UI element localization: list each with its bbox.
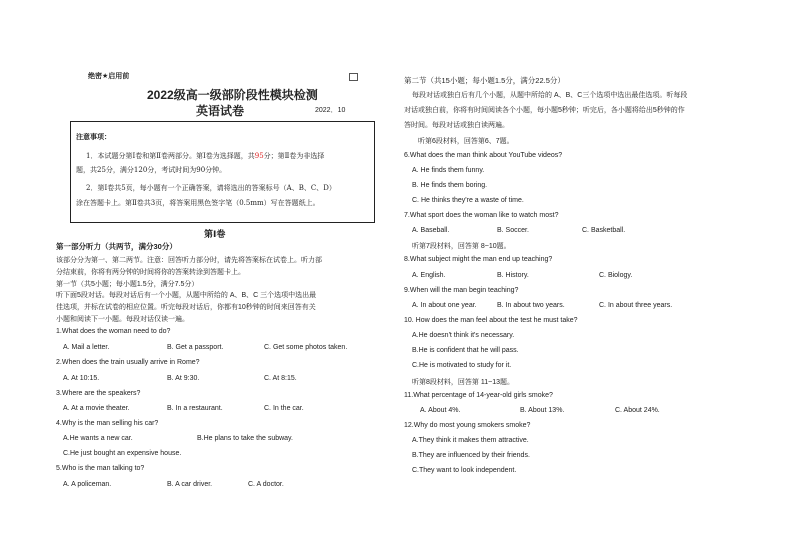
notice-item-2: 2．第Ⅰ卷共5页，每小题有一个正确答案，请将选出的答案标号（A、B、C、D） (86, 184, 336, 192)
q11-option-c: C. About 24%. (615, 407, 660, 414)
q10-option-c: C.He is motivated to study for it. (412, 362, 512, 369)
q7-option-b: B. Soccer. (497, 227, 529, 234)
volume-heading: 第Ⅰ卷 (204, 229, 226, 239)
q12-option-a: A.They think it makes them attractive. (412, 437, 529, 444)
q10-option-b: B.He is confident that he will pass. (412, 347, 519, 354)
q8-option-a: A. English. (412, 272, 446, 279)
part1-intro-2: 分结束前，你将有两分钟的时间将你的答案转涂到答题卡上。 (56, 269, 245, 276)
notice-heading: 注意事项： (76, 134, 111, 141)
q7-option-c: C. Basketball. (582, 227, 626, 234)
q1-option-c: C. Get some photos taken. (264, 344, 348, 351)
question-2: 2.When does the train usually arrive in Rome? (56, 359, 200, 366)
question-12: 12.Why do most young smokers smoke? (404, 422, 531, 429)
q2-option-b: B. At 9:30. (167, 375, 200, 382)
exam-title: 2022级高一级部阶段性模块检测 (147, 88, 318, 102)
exam-subtitle: 英语试卷 (196, 104, 245, 118)
section2-dir-1: 每段对话或独白后有几个小题，从题中所给的 A、B、C三个选项中选出最佳选项。听每段 (412, 92, 688, 99)
material-8-label: 听第8段材料，回答第 11~13题。 (412, 379, 514, 386)
q12-option-c: C.They want to look independent. (412, 467, 517, 474)
q5-option-a: A. A policeman. (63, 481, 112, 488)
q1-option-b: B. Get a passport. (167, 344, 224, 351)
question-5: 5.Who is the man talking to? (56, 465, 145, 472)
material-6-label: 听第6段材料，回答第6、7题。 (418, 138, 514, 145)
q6-option-b: B. He finds them boring. (412, 182, 488, 189)
q11-option-b: B. About 13%. (520, 407, 565, 414)
q1-option-a: A. Mail a letter. (63, 344, 110, 351)
section2-heading: 第二节（共15小题；每小题1.5分，满分22.5分） (404, 76, 565, 85)
secret-label: 绝密★启用前 (88, 73, 130, 80)
q6-option-c: C. He thinks they're a waste of time. (412, 197, 524, 204)
q8-option-c: C. Biology. (599, 272, 633, 279)
question-10: 10. How does the man feel about the test he must take? (404, 317, 578, 324)
question-3: 3.Where are the speakers? (56, 390, 141, 397)
q4-option-a: A.He wants a new car. (63, 435, 133, 442)
q9-option-a: A. In about one year. (412, 302, 477, 309)
q4-option-c: C.He just bought an expensive house. (63, 450, 182, 457)
q3-option-b: B. In a restaurant. (167, 405, 223, 412)
notice-item-1 (86, 151, 324, 161)
q5-option-b: B. A car driver. (167, 481, 213, 488)
q6-option-a: A. He finds them funny. (412, 167, 485, 174)
exam-date: 2022．10 (315, 107, 346, 114)
q2-option-a: A. At 10:15. (63, 375, 100, 382)
q2-option-c: C. At 8:15. (264, 375, 297, 382)
q8-option-b: B. History. (497, 272, 529, 279)
part1-intro-1: 该部分分为第一、第二两节。注意：回答听力部分时，请先将答案标在试卷上。听力部 (56, 257, 322, 264)
q11-option-a: A. About 4%. (420, 407, 461, 414)
q12-option-b: B.They are influenced by their friends. (412, 452, 530, 459)
q4-option-b: B.He plans to take the subway. (197, 435, 293, 442)
notice-score: 95 (254, 152, 264, 160)
q9-option-b: B. In about two years. (497, 302, 565, 309)
notice-item-1-text-b: 分；第Ⅱ卷为非选择 (263, 152, 325, 160)
q7-option-a: A. Baseball. (412, 227, 450, 234)
section1-dir-1: 听下面5段对话。每段对话后有一个小题，从题中所给的 A、B、C 三个选项中选出最 (56, 292, 317, 299)
question-9: 9.When will the man begin teaching? (404, 287, 519, 294)
section1-dir-2: 佳选项，并标在试卷的相应位置。听完每段对话后，你都有10秒钟的时间来回答有关 (56, 304, 316, 311)
q9-option-c: C. In about three years. (599, 302, 673, 309)
q3-option-c: C. In the car. (264, 405, 304, 412)
notice-item-1-text: 1．本试题分第Ⅰ卷和第Ⅱ卷两部分。第Ⅰ卷为选择题，共 (86, 152, 255, 160)
question-6: 6.What does the man think about YouTube videos? (404, 152, 563, 159)
question-8: 8.What subject might the man end up teaching? (404, 256, 553, 263)
material-7-label: 听第7段材料，回答第 8~10题。 (412, 243, 511, 250)
section2-dir-3: 答时间。每段对话或独白读两遍。 (404, 122, 509, 129)
section1-heading: 第一节（共5小题；每小题1.5分，满分7.5分） (56, 281, 199, 288)
notice-item-2-cont: 涂在答题卡上。第Ⅱ卷共3页，将答案用黑色签字笔（0.5mm）写在答题纸上。 (76, 199, 320, 207)
question-7: 7.What sport does the woman like to watch most? (404, 212, 559, 219)
q5-option-c: C. A doctor. (248, 481, 284, 488)
qr-code-icon (349, 73, 358, 81)
notice-item-1-cont: 题，共25分，满分120分，考试时间为90分钟。 (76, 166, 227, 174)
section1-dir-3: 小题和阅读下一小题。每段对话仅读一遍。 (56, 316, 189, 323)
q10-option-a: A.He doesn't think it's necessary. (412, 332, 515, 339)
question-4: 4.Why is the man selling his car? (56, 420, 159, 427)
part1-heading: 第一部分听力（共两节，满分30分） (56, 242, 177, 251)
question-11: 11.What percentage of 14-year-old girls smoke? (404, 392, 553, 399)
q3-option-a: A. At a movie theater. (63, 405, 130, 412)
question-1: 1.What does the woman need to do? (56, 328, 171, 335)
section2-dir-2: 对话或独白前，你将有时间阅读各个小题，每小题5秒钟；听完后，各小题将给出5秒钟的作 (404, 107, 685, 114)
